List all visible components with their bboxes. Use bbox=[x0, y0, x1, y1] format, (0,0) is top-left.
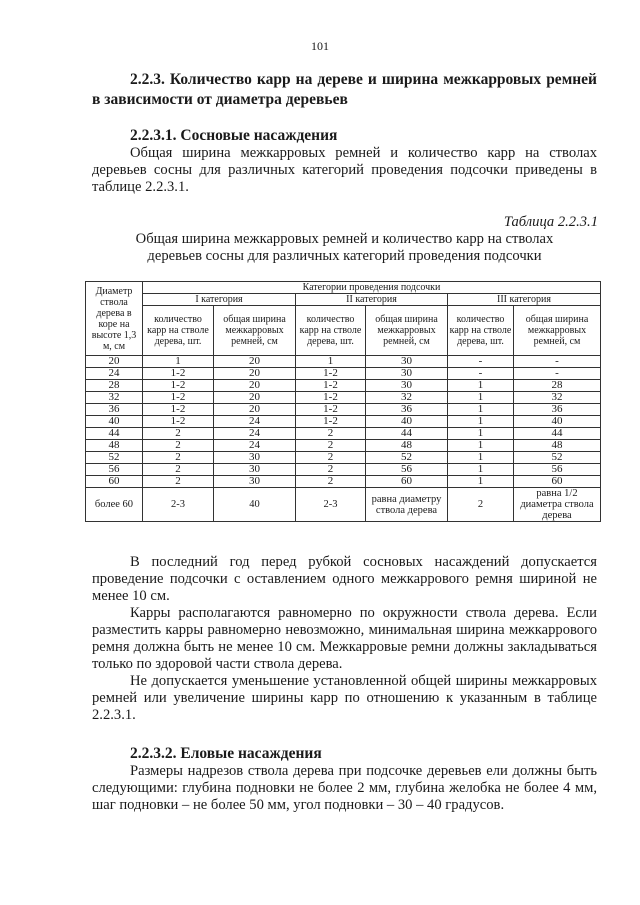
header-cat2-width: общая ширина межкарровых ремней, см bbox=[366, 306, 448, 356]
cell: 24 bbox=[214, 428, 296, 440]
cell: равна 1/2 диаметра ствола дерева bbox=[514, 488, 601, 522]
cell: 1 bbox=[448, 452, 514, 464]
header-category-3: III категория bbox=[448, 294, 601, 306]
cell: 24 bbox=[214, 416, 296, 428]
cell: 20 bbox=[214, 380, 296, 392]
cell: 20 bbox=[214, 356, 296, 368]
header-categories: Категории проведения подсочки bbox=[143, 282, 601, 294]
table-row bbox=[86, 488, 601, 522]
cell: 28 bbox=[86, 380, 143, 392]
cell: 2 bbox=[143, 428, 214, 440]
cell: 36 bbox=[514, 404, 601, 416]
section-heading: 2.2.3. Количество карр на дереве и ширина межкарровых ремней в зависимости от диаметра деревьев bbox=[92, 71, 597, 108]
cell: 1 bbox=[448, 428, 514, 440]
cell: 1 bbox=[448, 440, 514, 452]
cell: 1-2 bbox=[143, 416, 214, 428]
cell: 1-2 bbox=[296, 392, 366, 404]
cell: 2 bbox=[143, 476, 214, 488]
cell: 24 bbox=[214, 440, 296, 452]
cell: 30 bbox=[366, 356, 448, 368]
subsection-heading-pine: 2.2.3.1. Сосновые насаждения bbox=[130, 127, 338, 144]
table-row bbox=[86, 404, 601, 416]
cell: 20 bbox=[214, 404, 296, 416]
cell: - bbox=[448, 368, 514, 380]
cell: 1 bbox=[448, 404, 514, 416]
cell: 1-2 bbox=[296, 416, 366, 428]
table-row bbox=[86, 368, 601, 380]
cell: 1-2 bbox=[143, 404, 214, 416]
cell: 1-2 bbox=[296, 380, 366, 392]
header-category-1: I категория bbox=[143, 294, 296, 306]
cell: 30 bbox=[366, 368, 448, 380]
cell: 20 bbox=[214, 368, 296, 380]
cell: 52 bbox=[514, 452, 601, 464]
cell: 30 bbox=[214, 464, 296, 476]
cell: 40 bbox=[214, 488, 296, 522]
paragraph-last-year: В последний год перед рубкой сосновых насаждений допускается проведение подсочки с оставлением одного межкаррового ремня шириной не менее 10 см. bbox=[92, 554, 597, 604]
cell: 24 bbox=[86, 368, 143, 380]
cell: 60 bbox=[366, 476, 448, 488]
header-cat1-width: общая ширина межкарровых ремней, см bbox=[214, 306, 296, 356]
cell: 40 bbox=[366, 416, 448, 428]
table-row bbox=[86, 452, 601, 464]
cell: 48 bbox=[366, 440, 448, 452]
cell: 1-2 bbox=[296, 404, 366, 416]
table-row bbox=[86, 380, 601, 392]
cell: 32 bbox=[86, 392, 143, 404]
cell: 20 bbox=[214, 392, 296, 404]
intro-paragraph: Общая ширина межкарровых ремней и количество карр на стволах деревьев сосны для различных категорий проведения подсочки приведены в таблице 2.2.3.1. bbox=[92, 145, 597, 195]
cell: 2 bbox=[296, 428, 366, 440]
cell: 30 bbox=[366, 380, 448, 392]
cell: 30 bbox=[214, 452, 296, 464]
cell: 20 bbox=[86, 356, 143, 368]
cell: 44 bbox=[514, 428, 601, 440]
cell: 36 bbox=[366, 404, 448, 416]
cell: 1-2 bbox=[143, 380, 214, 392]
table-row bbox=[86, 416, 601, 428]
cell: 48 bbox=[86, 440, 143, 452]
table-title-line-1: Общая ширина межкарровых ремней и количество карр на стволах bbox=[135, 231, 554, 247]
cell: 48 bbox=[514, 440, 601, 452]
header-cat1-count: количество карр на стволе дерева, шт. bbox=[143, 306, 214, 356]
cell: равна диаметру ствола дерева bbox=[366, 488, 448, 522]
cell: 2 bbox=[296, 452, 366, 464]
cell: 56 bbox=[514, 464, 601, 476]
cell: 1-2 bbox=[143, 368, 214, 380]
header-cat3-count: количество карр на стволе дерева, шт. bbox=[448, 306, 514, 356]
header-cat3-width: общая ширина межкарровых ремней, см bbox=[514, 306, 601, 356]
paragraph-carr-placement: Карры располагаются равномерно по окружности ствола дерева. Если разместить карры равномерно невозможно, минимальная ширина межкаррового ремня должна быть не менее 10 см. Межкарровые ремни должны закладываться только по здоровой части ствола дерева. bbox=[92, 605, 597, 672]
paragraph-spruce: Размеры надрезов ствола дерева при подсочке деревьев ели должны быть следующими: глубина подновки не более 2 мм, глубина желобка не более 4 мм, шаг подновки – не более 50 мм, угол подновки – 30 – 40 градусов. bbox=[92, 763, 597, 813]
cell: 1-2 bbox=[143, 392, 214, 404]
cell: 2 bbox=[448, 488, 514, 522]
cell: 52 bbox=[366, 452, 448, 464]
table-title bbox=[92, 231, 597, 265]
cell: 32 bbox=[514, 392, 601, 404]
header-cat2-count: количество карр на стволе дерева, шт. bbox=[296, 306, 366, 356]
cell: 1 bbox=[448, 380, 514, 392]
cell: 40 bbox=[86, 416, 143, 428]
cell: 1-2 bbox=[296, 368, 366, 380]
cell: 1 bbox=[448, 464, 514, 476]
cell: 1 bbox=[296, 356, 366, 368]
table-row bbox=[86, 392, 601, 404]
cell: 2 bbox=[143, 440, 214, 452]
header-diameter: Диаметр ствола дерева в коре на высоте 1,3 м, см bbox=[86, 282, 143, 356]
cell: 44 bbox=[366, 428, 448, 440]
table-label: Таблица 2.2.3.1 bbox=[503, 214, 598, 230]
cell: 2 bbox=[143, 464, 214, 476]
cell: 2 bbox=[143, 452, 214, 464]
cell: 1 bbox=[448, 476, 514, 488]
cell: 2-3 bbox=[143, 488, 214, 522]
cell: 36 bbox=[86, 404, 143, 416]
subsection-heading-spruce: 2.2.3.2. Еловые насаждения bbox=[130, 745, 322, 762]
paragraph-restriction: Не допускается уменьшение установленной общей ширины межкарровых ремней или увеличение ширины карр по отношению к указанным в таблице 2.2.3.1. bbox=[92, 673, 597, 723]
cell: - bbox=[514, 356, 601, 368]
cell: 1 bbox=[448, 392, 514, 404]
pine-tapping-table bbox=[85, 281, 601, 522]
cell: 56 bbox=[86, 464, 143, 476]
cell: 2 bbox=[296, 464, 366, 476]
cell: - bbox=[514, 368, 601, 380]
cell: 1 bbox=[448, 416, 514, 428]
cell: 40 bbox=[514, 416, 601, 428]
cell: 1 bbox=[143, 356, 214, 368]
table-row bbox=[86, 356, 601, 368]
table-row bbox=[86, 476, 601, 488]
cell: 28 bbox=[514, 380, 601, 392]
cell: 44 bbox=[86, 428, 143, 440]
cell: 60 bbox=[514, 476, 601, 488]
table-row bbox=[86, 440, 601, 452]
cell: 32 bbox=[366, 392, 448, 404]
table-row bbox=[86, 428, 601, 440]
cell: 2 bbox=[296, 476, 366, 488]
cell: - bbox=[448, 356, 514, 368]
cell: 60 bbox=[86, 476, 143, 488]
header-category-2: II категория bbox=[296, 294, 448, 306]
cell: 52 bbox=[86, 452, 143, 464]
table-title-line-2: деревьев сосны для различных категорий проведения подсочки bbox=[147, 248, 542, 264]
table-row bbox=[86, 464, 601, 476]
cell: 30 bbox=[214, 476, 296, 488]
cell: 2 bbox=[296, 440, 366, 452]
page-number: 101 bbox=[311, 39, 329, 53]
cell: 56 bbox=[366, 464, 448, 476]
cell: 2-3 bbox=[296, 488, 366, 522]
cell: более 60 bbox=[86, 488, 143, 522]
